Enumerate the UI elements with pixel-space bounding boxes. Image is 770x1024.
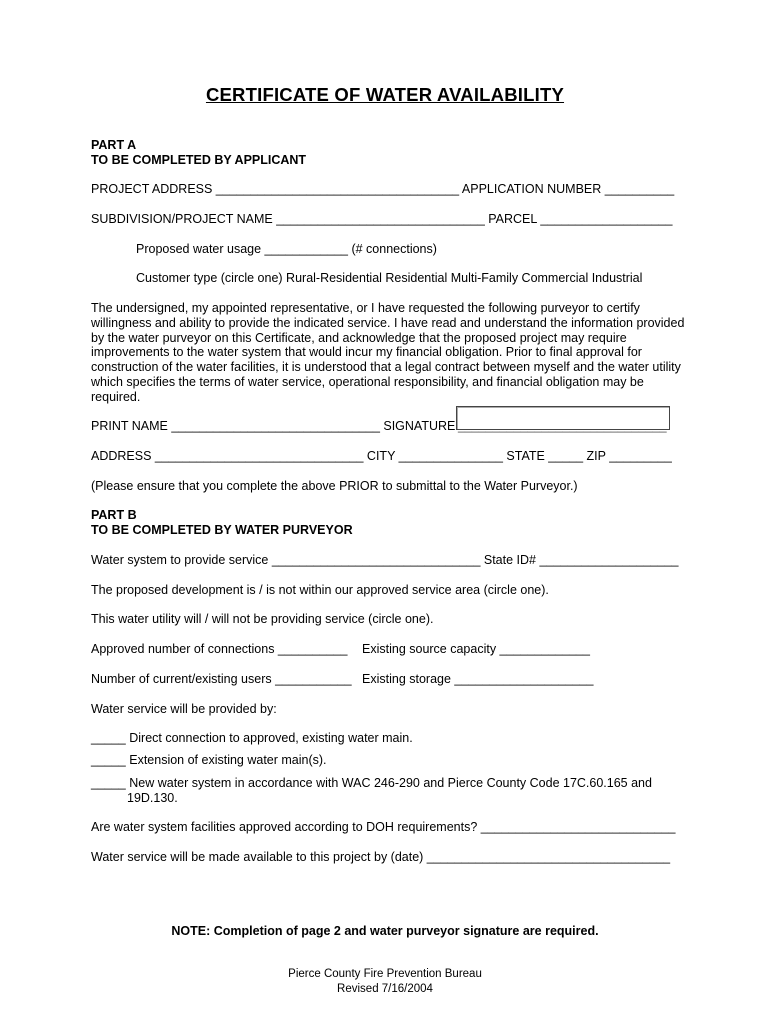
option-new-system: _____ New water system in accordance with WAC 246-290 and Pierce County Code 17C.60.165 and xyxy=(91,776,652,790)
service-area-line: The proposed development is / is not within our approved service area (circle one). xyxy=(91,583,549,597)
completion-note: NOTE: Completion of page 2 and water purveyor signature are required. xyxy=(171,924,599,938)
existing-storage-line: Existing storage ____________________ xyxy=(362,672,594,686)
option-extension: _____ Extension of existing water main(s). xyxy=(91,753,327,767)
source-capacity-line: Existing source capacity _____________ xyxy=(362,642,590,656)
utility-line: This water utility will / will not be providing service (circle one). xyxy=(91,612,434,626)
part-b-heading: PART B xyxy=(91,508,137,522)
part-a-subheading: TO BE COMPLETED BY APPLICANT xyxy=(91,153,307,167)
water-usage-line: Proposed water usage ____________ (# connections) xyxy=(136,242,437,256)
ensure-note: (Please ensure that you complete the above PRIOR to submittal to the Water Purveyor.) xyxy=(91,479,578,493)
signature-underline: ______________________________ xyxy=(458,419,667,433)
provided-by-label: Water service will be provided by: xyxy=(91,702,277,716)
document-title: CERTIFICATE OF WATER AVAILABILITY xyxy=(205,84,565,105)
subdivision-line: SUBDIVISION/PROJECT NAME ______________________________ PARCEL ___________________ xyxy=(91,212,673,226)
footer-organization: Pierce County Fire Prevention Bureau xyxy=(288,968,482,980)
approved-connections-line: Approved number of connections __________ xyxy=(91,642,348,656)
address-line: ADDRESS ______________________________ CITY _______________ STATE _____ ZIP _________ xyxy=(91,449,672,463)
project-address-line: PROJECT ADDRESS ___________________________________ APPLICATION NUMBER __________ xyxy=(91,182,675,196)
availability-date-line: Water service will be made available to this project by (date) ___________________________________ xyxy=(91,850,671,864)
option-direct-connection: _____ Direct connection to approved, existing water main. xyxy=(91,731,413,745)
option-new-system-continued: 19D.130. xyxy=(127,791,178,805)
water-system-line: Water system to provide service ______________________________ State ID# ____________________ xyxy=(91,553,679,567)
part-a-heading: PART A xyxy=(91,138,137,152)
print-name-line: PRINT NAME ______________________________ SIGNATURE xyxy=(91,419,456,433)
part-b-subheading: TO BE COMPLETED BY WATER PURVEYOR xyxy=(91,523,353,537)
customer-type-line: Customer type (circle one) Rural-Residential Residential Multi-Family Commercial Industrial xyxy=(136,271,643,285)
current-users-line: Number of current/existing users ___________ xyxy=(91,672,352,686)
applicant-statement-paragraph: The undersigned, my appointed representative, or I have requested the following purveyor to certify willingness and ability to provide the indicated service. I have read and understand the information provided by the water purveyor on this Certificate, and acknowledge that the proposed project may require improvements to the water system that would incur my financial obligation. Prior to final approval for construction of the water facilities, it is understood that a legal contract between myself and the water utility which specifies the terms of water service, operational responsibility, and financial obligation may be required. xyxy=(91,301,685,404)
doh-line: Are water system facilities approved according to DOH requirements? ____________________________ xyxy=(91,820,676,834)
footer-revision: Revised 7/16/2004 xyxy=(337,983,433,995)
